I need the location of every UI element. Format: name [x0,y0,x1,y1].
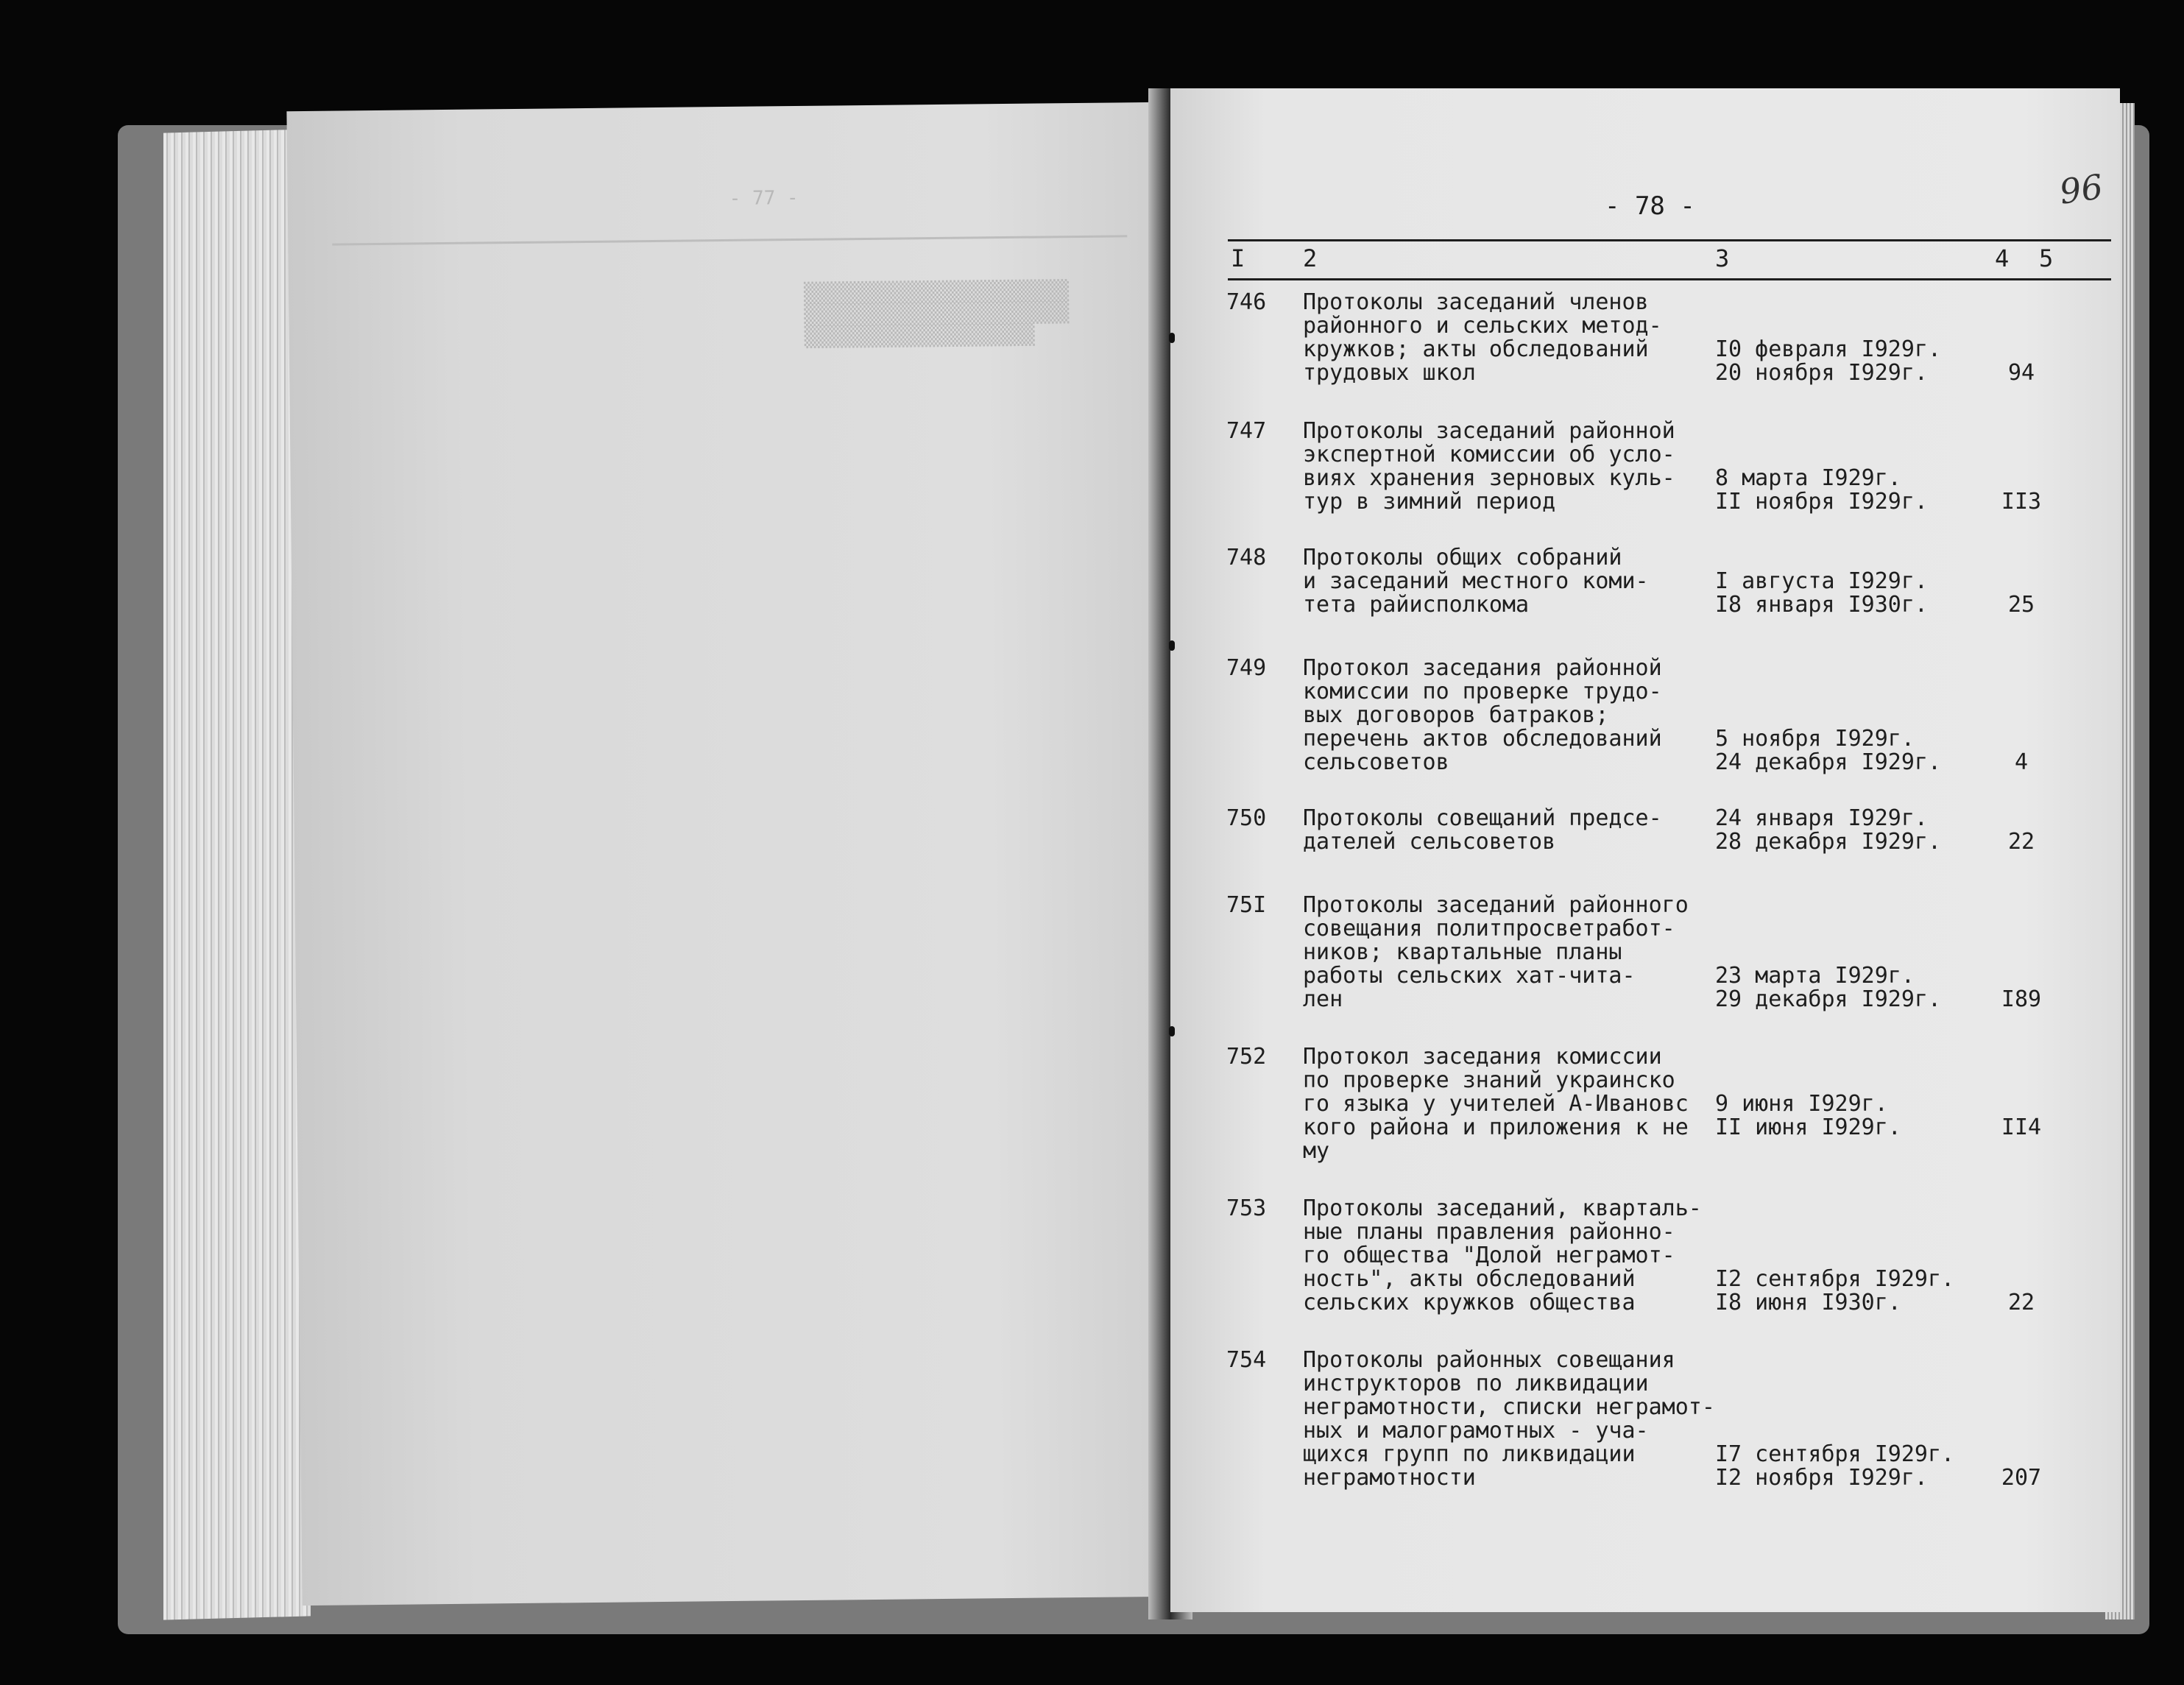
case-number: 746 [1226,289,1267,315]
header-rule-top [1228,239,2111,241]
case-title: Протокол заседания районной комиссии по проверке трудо- вых договоров батраков; перечень актов обследований сельсоветов [1303,655,1662,775]
case-title: Протоколы заседаний районной экспертной комиссии об усло- виях хранения зерновых куль- тур в зимний период [1303,418,1675,515]
case-number: 754 [1226,1347,1267,1373]
case-number: 748 [1226,545,1267,571]
case-dates: I0 февраля I929г. 20 ноября I929г. [1715,336,1942,386]
sheet-count: 25 [2007,592,2035,618]
ghost-page-number: - 77 - [729,186,799,210]
binding-hole [1169,1026,1175,1036]
sheet-count: 4 [2014,749,2029,775]
case-dates: I2 сентября I929г. I8 июня I930г. [1715,1266,1955,1315]
case-title: Протоколы заседаний, кварталь- ные планы правления районно- го общества "Долой неграмот- ность", акты обследований сельских кружков общества [1303,1195,1702,1315]
case-title: Протоколы совещаний предсе- дателей сельсоветов [1303,805,1662,855]
case-dates: 9 июня I929г. II июня I929г. [1715,1091,1901,1140]
case-title: Протокол заседания комиссии по проверке знаний украинско го языка у учителей А-Ивановс кого района и приложения к не му [1303,1044,1689,1164]
binding-hole [1169,333,1175,343]
ghost-rule [332,235,1127,245]
case-title: Протоколы заседаний членов районного и сельских метод- кружков; акты обследований трудовых школ [1303,289,1662,386]
sheet-count: 207 [2001,1465,2042,1491]
sheet-count: 22 [2007,829,2035,855]
sheet-count: 22 [2007,1290,2035,1315]
case-title: Протоколы общих собраний и заседаний местного коми- тета райисполкома [1303,545,1649,618]
page-number: - 78 - [1605,191,1695,221]
archive-folio-number: 96 [2057,166,2106,212]
case-dates: 8 марта I929г. II ноября I929г. [1715,465,1928,515]
column-header-5: 5 [2039,244,2054,272]
case-number: 749 [1226,655,1267,681]
case-number: 750 [1226,805,1267,831]
right-page [1170,88,2120,1612]
case-dates: 5 ноября I929г. 24 декабря I929г. [1715,726,1942,775]
case-dates: I августа I929г. I8 января I930г. [1715,568,1928,618]
binding-hole [1169,640,1175,651]
case-number: 752 [1226,1044,1267,1070]
sheet-count: I89 [2001,986,2042,1012]
column-header-1: I [1231,244,1245,272]
case-dates: 24 января I929г. 28 декабря I929г. [1715,805,1942,855]
sheet-count: II3 [2001,489,2042,515]
header-rule-bottom [1228,278,2111,280]
case-title: Протоколы районных совещания инструкторов по ликвидации неграмотности, списки неграмот- ных и малограмотных - уча- щихся групп по ликвидации неграмотности [1303,1347,1715,1491]
case-number: 753 [1226,1195,1267,1221]
ghost-text-block: ▒▒▒▒▒▒▒▒▒▒▒▒▒▒▒▒▒▒▒▒▒▒▒ ▒▒▒▒▒▒▒▒▒▒▒▒▒▒▒▒▒▒▒▒▒▒▒ ▒▒▒▒▒▒▒▒▒▒▒▒▒▒▒▒▒▒▒▒ [803,280,1070,349]
case-number: 747 [1226,418,1267,444]
left-page-bleedthrough [286,102,1170,1605]
column-header-4: 4 [1995,244,2010,272]
case-dates: I7 сентября I929г. I2 ноября I929г. [1715,1441,1955,1491]
column-header-3: 3 [1715,244,1730,272]
sheet-count: II4 [2001,1114,2042,1140]
case-number: 75I [1226,892,1267,918]
case-dates: 23 марта I929г. 29 декабря I929г. [1715,963,1942,1012]
sheet-count: 94 [2007,360,2035,386]
column-header-2: 2 [1303,244,1318,272]
case-title: Протоколы заседаний районного совещания политпросветработ- ников; квартальные планы работы сельских хат-чита- лен [1303,892,1689,1012]
